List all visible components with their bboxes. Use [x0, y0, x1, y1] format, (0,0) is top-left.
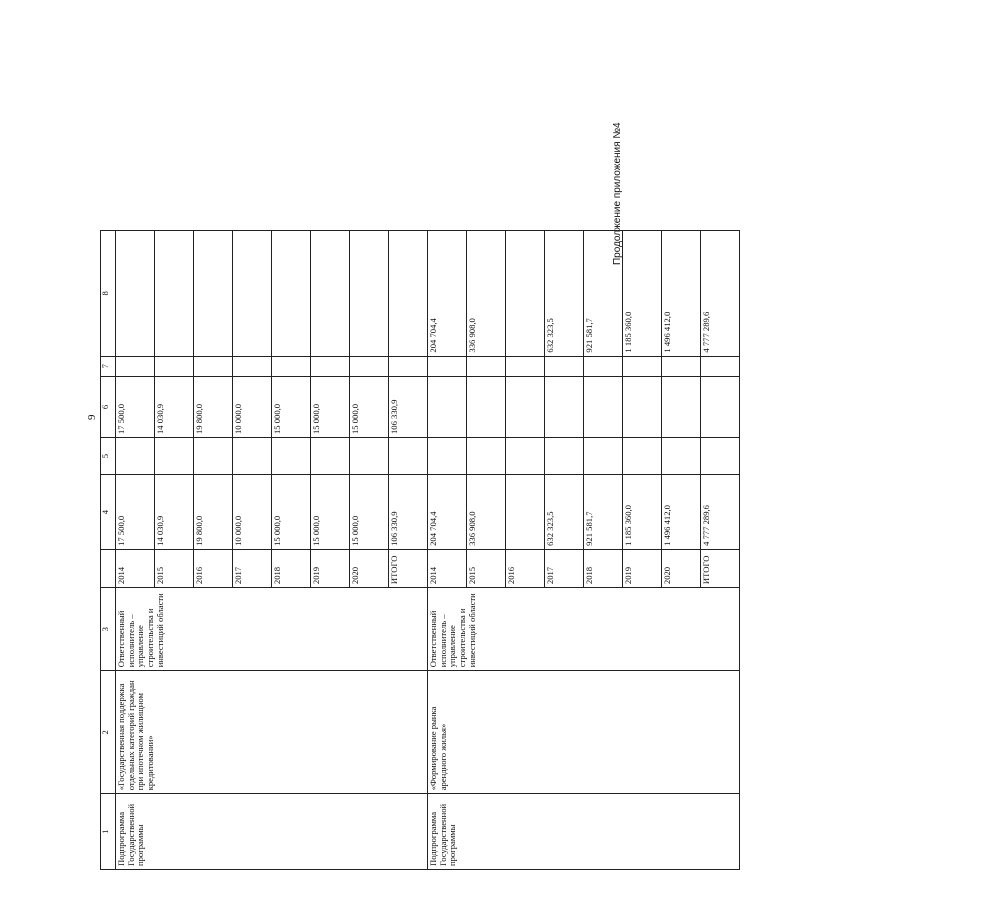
header-cell: 1: [101, 794, 116, 870]
value-cell-c5: [194, 438, 233, 475]
program-col3: Ответственный исполнитель – управление строительства и инвестиций области: [116, 588, 428, 671]
value-cell-c4: 1 185 360,0: [623, 475, 662, 550]
budget-table: [100, 230, 740, 870]
value-cell-c6: [662, 376, 701, 437]
program-col2: «Государственная поддержка отдельных категорий граждан при ипотечном жилищном кредитовании»: [116, 671, 428, 794]
value-cell-c6: 19 800,0: [194, 376, 233, 437]
value-cell-c6: 15 000,0: [350, 376, 389, 437]
value-cell-c8: [389, 231, 428, 357]
value-cell-c8: [350, 231, 389, 357]
header-cell: [101, 549, 116, 587]
value-cell-c4: 632 323,5: [545, 475, 584, 550]
value-cell-c8: 4 777 289,6: [701, 231, 740, 357]
value-cell-c8: [506, 231, 545, 357]
table-row: [116, 231, 155, 870]
value-cell-c4: 336 908,0: [467, 475, 506, 550]
value-cell-c5: [311, 438, 350, 475]
value-cell-c5: [623, 438, 662, 475]
value-cell-c8: [155, 231, 194, 357]
value-cell-c5: [584, 438, 623, 475]
value-cell-c5: [506, 438, 545, 475]
value-cell-c7: [233, 356, 272, 376]
table-body: [116, 231, 740, 870]
value-cell-c7: [389, 356, 428, 376]
value-cell-c6: 17 500,0: [116, 376, 155, 437]
value-cell-c6: 14 030,9: [155, 376, 194, 437]
value-cell-c8: [272, 231, 311, 357]
year-cell: 2019: [623, 549, 662, 587]
value-cell-c8: [311, 231, 350, 357]
value-cell-c4: 15 000,0: [311, 475, 350, 550]
value-cell-c5: [155, 438, 194, 475]
value-cell-c7: [155, 356, 194, 376]
value-cell-c4: 204 704,4: [428, 475, 467, 550]
value-cell-c8: 336 908,0: [467, 231, 506, 357]
year-cell: 2014: [116, 549, 155, 587]
year-cell: ИТОГО: [701, 549, 740, 587]
value-cell-c8: 1 185 360,0: [623, 231, 662, 357]
value-cell-c8: [194, 231, 233, 357]
value-cell-c7: [467, 356, 506, 376]
year-cell: 2016: [506, 549, 545, 587]
value-cell-c8: [116, 231, 155, 357]
value-cell-c4: [506, 475, 545, 550]
value-cell-c8: [233, 231, 272, 357]
value-cell-c4: 15 000,0: [272, 475, 311, 550]
value-cell-c7: [428, 356, 467, 376]
program-col1: Подпрограмма Государственной программы: [428, 794, 740, 870]
header-cell: 3: [101, 588, 116, 671]
value-cell-c8: 204 704,4: [428, 231, 467, 357]
value-cell-c6: 106 330,9: [389, 376, 428, 437]
value-cell-c4: 15 000,0: [350, 475, 389, 550]
value-cell-c5: [662, 438, 701, 475]
value-cell-c7: [272, 356, 311, 376]
value-cell-c6: [584, 376, 623, 437]
year-cell: 2020: [350, 549, 389, 587]
value-cell-c6: [623, 376, 662, 437]
year-cell: 2017: [233, 549, 272, 587]
year-cell: 2018: [584, 549, 623, 587]
value-cell-c7: [545, 356, 584, 376]
value-cell-c4: 1 496 412,0: [662, 475, 701, 550]
value-cell-c6: 15 000,0: [272, 376, 311, 437]
value-cell-c6: [545, 376, 584, 437]
value-cell-c7: [350, 356, 389, 376]
year-cell: 2014: [428, 549, 467, 587]
value-cell-c4: 14 030,9: [155, 475, 194, 550]
header-cell: 7: [101, 356, 116, 376]
year-cell: 2016: [194, 549, 233, 587]
year-cell: 2017: [545, 549, 584, 587]
header-row: [101, 231, 116, 870]
value-cell-c4: 106 330,9: [389, 475, 428, 550]
value-cell-c4: 10 000,0: [233, 475, 272, 550]
value-cell-c7: [311, 356, 350, 376]
value-cell-c5: [350, 438, 389, 475]
rotated-page: [100, 230, 1005, 870]
appendix-title: Продолжение приложения №4: [612, 122, 623, 265]
value-cell-c7: [116, 356, 155, 376]
value-cell-c8: 1 496 412,0: [662, 231, 701, 357]
value-cell-c8: 632 323,5: [545, 231, 584, 357]
table-row: [428, 231, 467, 870]
value-cell-c6: 15 000,0: [311, 376, 350, 437]
value-cell-c4: 4 777 289,6: [701, 475, 740, 550]
header-cell: 2: [101, 671, 116, 794]
program-col1: Подпрограмма Государственной программы: [116, 794, 428, 870]
value-cell-c7: [662, 356, 701, 376]
value-cell-c6: [506, 376, 545, 437]
value-cell-c5: [701, 438, 740, 475]
value-cell-c4: 19 800,0: [194, 475, 233, 550]
value-cell-c5: [272, 438, 311, 475]
year-cell: 2018: [272, 549, 311, 587]
year-cell: 2015: [155, 549, 194, 587]
year-cell: 2015: [467, 549, 506, 587]
value-cell-c4: 921 581,7: [584, 475, 623, 550]
value-cell-c7: [506, 356, 545, 376]
value-cell-c8: 921 581,7: [584, 231, 623, 357]
value-cell-c4: 17 500,0: [116, 475, 155, 550]
value-cell-c6: [467, 376, 506, 437]
header-cell: 6: [101, 376, 116, 437]
value-cell-c5: [389, 438, 428, 475]
value-cell-c5: [545, 438, 584, 475]
value-cell-c5: [116, 438, 155, 475]
year-cell: 2019: [311, 549, 350, 587]
header-cell: 8: [101, 231, 116, 357]
value-cell-c5: [467, 438, 506, 475]
year-cell: 2020: [662, 549, 701, 587]
value-cell-c7: [584, 356, 623, 376]
value-cell-c7: [194, 356, 233, 376]
value-cell-c5: [428, 438, 467, 475]
program-col3: Ответственный исполнитель – управление строительства и инвестиций области: [428, 588, 740, 671]
value-cell-c6: [701, 376, 740, 437]
value-cell-c7: [623, 356, 662, 376]
value-cell-c7: [701, 356, 740, 376]
value-cell-c5: [233, 438, 272, 475]
page-number: 9: [86, 414, 98, 420]
value-cell-c6: [428, 376, 467, 437]
program-col2: «Формирование рынка арендного жилья»: [428, 671, 740, 794]
year-cell: ИТОГО: [389, 549, 428, 587]
header-cell: 5: [101, 438, 116, 475]
value-cell-c6: 10 000,0: [233, 376, 272, 437]
header-cell: 4: [101, 475, 116, 550]
